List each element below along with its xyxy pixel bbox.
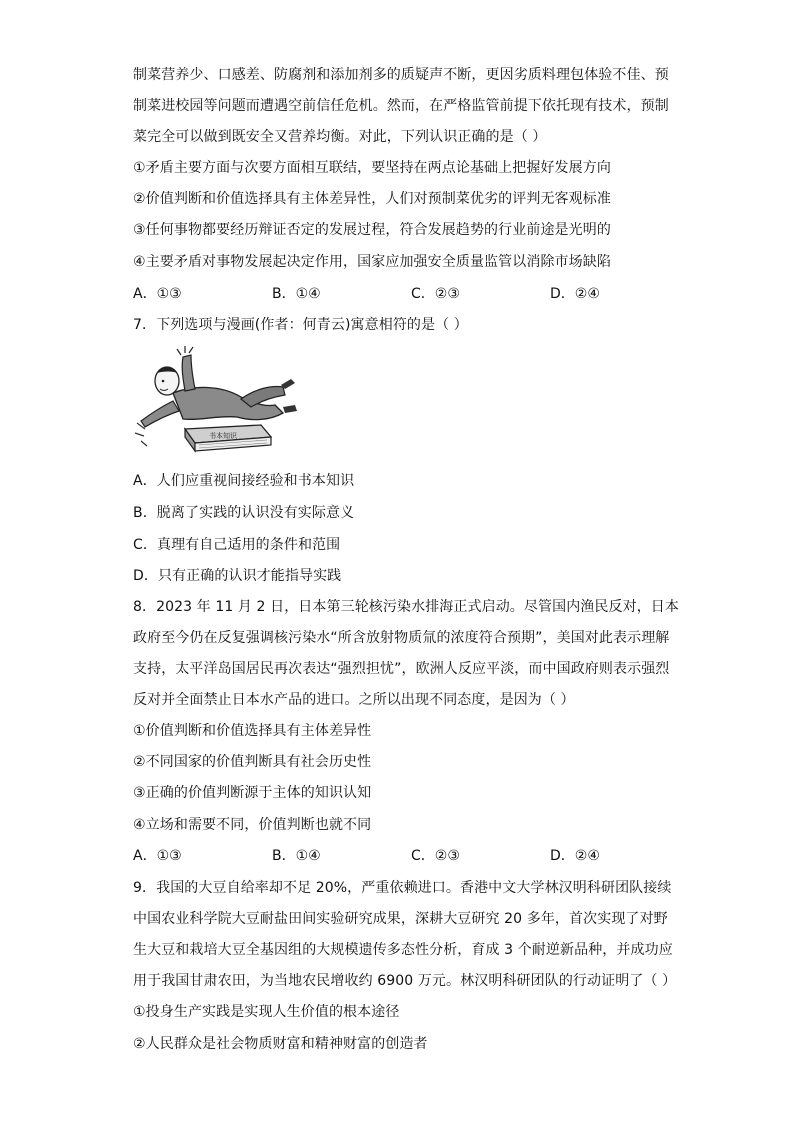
q8-option-d[interactable]: D．②④ [550, 848, 600, 864]
q8-statement: ①价值判断和价值选择具有主体差异性 [133, 723, 372, 739]
q9-stem-line: 生大豆和栽培大豆全基因组的大规模遗传多态性分析，育成 3 个耐逆新品种，并成功应 [133, 942, 673, 958]
q6-statement: ①矛盾主要方面与次要方面相互联结，要坚持在两点论基础上把握好发展方向 [133, 160, 611, 176]
q7-choice-a[interactable]: A．人们应重视间接经验和书本知识 [133, 473, 355, 489]
q8-statement: ②不同国家的价值判断具有社会历史性 [133, 754, 372, 770]
q6-option-c[interactable]: C．②③ [411, 286, 460, 302]
q7-choice-c[interactable]: C．真理有自己适用的条件和范围 [133, 537, 341, 553]
q7-stem: 7．下列选项与漫画(作者：何青云)寓意相符的是（ ） [133, 317, 468, 333]
q6-option-d[interactable]: D．②④ [550, 286, 600, 302]
q8-statement: ③正确的价值判断源于主体的知识认知 [133, 785, 372, 801]
q9-stem-line: 中国农业科学院大豆耐盐田间实验研究成果，深耕大豆研究 20 多年，首次实现了对野 [133, 911, 668, 927]
q6-statement: ③任何事物都要经历辩证否定的发展过程，符合发展趋势的行业前途是光明的 [133, 222, 611, 238]
q7-choice-b[interactable]: B．脱离了实践的认识没有实际意义 [133, 505, 355, 521]
cartoon-image [133, 345, 301, 455]
q6-option-b[interactable]: B．①④ [272, 286, 321, 302]
q9-stem-line: 用于我国甘肃农田，为当地农民增收约 6900 万元。林汉明科研团队的行动证明了（ ） [133, 973, 677, 989]
q9-statement: ①投身生产实践是实现人生价值的根本途径 [133, 1004, 400, 1020]
q8-stem-line: 支持，太平洋岛国居民再次表达“强烈担忧”，欧洲人反应平淡，而中国政府则表示强烈 [133, 661, 670, 677]
q8-stem-line: 政府至今仍在反复强调核污染水“所含放射物质氚的浓度符合预期”，美国对此表示理解 [133, 630, 670, 646]
q6-stem-line: 制菜营养少、口感差、防腐剂和添加剂多的质疑声不断，更因劣质料理包体验不佳、预 [133, 67, 669, 83]
q8-stem-line: 8．2023 年 11 月 2 日，日本第三轮核污染水排海正式启动。尽管国内渔民反对，日本 [133, 599, 680, 615]
q6-stem-line: 菜完全可以做到既安全又营养均衡。对此，下列认识正确的是（ ） [133, 129, 547, 145]
q9-statement: ②人民群众是社会物质财富和精神财富的创造者 [133, 1036, 428, 1052]
book-label: 书本知识 [209, 432, 237, 440]
q9-stem-line: 9．我国的大豆自给率却不足 20%，严重依赖进口。香港中文大学林汉明科研团队接续 [133, 880, 672, 896]
q8-option-b[interactable]: B．①④ [272, 848, 321, 864]
q8-option-c[interactable]: C．②③ [411, 848, 460, 864]
q7-choice-d[interactable]: D．只有正确的认识才能指导实践 [133, 568, 342, 584]
q6-statement: ②价值判断和价值选择具有主体差异性，人们对预制菜优劣的评判无客观标准 [133, 191, 611, 207]
q8-option-a[interactable]: A．①③ [133, 848, 182, 864]
q6-statement: ④主要矛盾对事物发展起决定作用，国家应加强安全质量监管以消除市场缺陷 [133, 254, 611, 270]
q8-stem-line: 反对并全面禁止日本水产品的进口。之所以出现不同态度，是因为（ ） [133, 692, 575, 708]
q6-stem-line: 制菜进校园等问题而遭遇空前信任危机。然而，在严格监管前提下依托现有技术，预制 [133, 98, 669, 114]
q8-statement: ④立场和需要不同，价值判断也就不同 [133, 817, 372, 833]
q6-option-a[interactable]: A．①③ [133, 286, 182, 302]
